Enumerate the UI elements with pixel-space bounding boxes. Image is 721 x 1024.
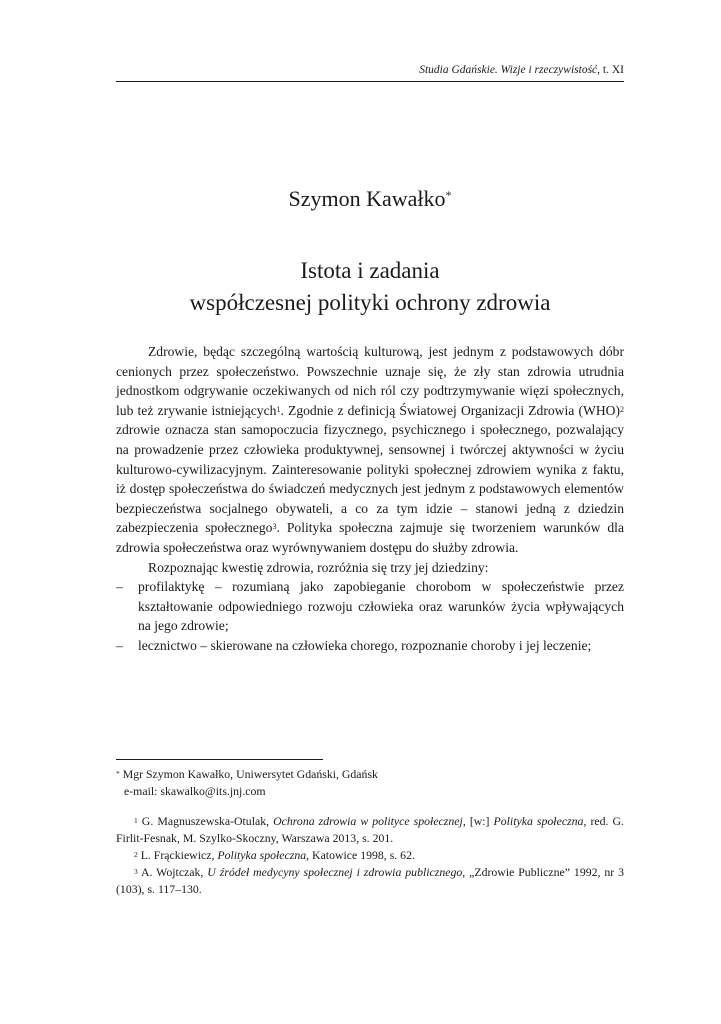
footnote-1-work-title: Ochrona zdrowia w polityce społecznej [273,814,463,828]
paragraph-1-text-b: . Zgodnie z definicją Światowej Organizacji Zdrowia (WHO) [280,402,620,418]
list-item [116,636,624,656]
author-affiliation: Mgr Szymon Kawałko, Uniwersytet Gdański, Gdańsk [119,767,378,781]
footnote-1-in: , [w:] [462,814,494,828]
list-item [116,577,624,636]
author-footnote-marker: * [116,769,120,778]
footnote-3-author: A. Wojtczak, [137,865,208,879]
journal-title: Studia Gdańskie. Wizje i rzeczywistość [419,64,598,76]
footnote-2-author: L. Frąckiewicz, [137,848,218,862]
footnote-1-author: G. Magnuszewska-Otulak, [137,814,274,828]
footnote-3 [116,864,624,898]
domains-list [116,577,624,655]
author-email[interactable]: e-mail: skawalko@its.jnj.com [124,784,266,798]
paragraph-1 [116,342,624,558]
footnote-number: 2 [134,850,138,859]
article-title [116,255,624,319]
footnote-ref-3[interactable]: 3 [272,522,277,532]
footnote-1 [116,813,624,847]
paragraph-1-text-a: Zdrowie, będąc szczególną wartością kulturową, jest jednym z podstawowych dóbr cenionych przez społeczeństwo. Powszechnie uznaje się, że zły stan zdrowia utrudnia jednostkom odgrywanie oczekiwanych od nich ról czy podtrzymywanie więzi społecznych, lub też zrywanie istniejących [116,344,624,418]
author-name: Szymon Kawałko [288,186,446,211]
paragraph-1-text-d: . Polityka społeczna zajmuje się tworzeniem warunków dla zdrowia społeczeństwa oraz wyrównywaniem dostępu do służby zdrowia. [116,520,624,555]
running-head [116,63,624,77]
author-footnote-marker[interactable]: * [445,188,452,202]
footnote-number: 3 [134,867,138,876]
footnote-rule [116,759,323,760]
footnote-1-details: , red. G. Firlit-Fesnak, M. Szylko-Skoczny, Warszawa 2013, s. 201. [116,814,625,845]
list-item-text: lecznictwo – skierowane na człowieka chorego, rozpoznanie choroby i jej leczenie; [138,637,592,653]
footnotes [116,766,624,898]
footnote-1-book-title: Polityka społeczna [493,814,584,828]
paragraph-2: Rozpoznając kwestię zdrowia, rozróżnia się trzy jej dziedziny: [148,559,489,575]
footnote-ref-2[interactable]: 2 [620,404,624,414]
footnote-2-work-title: Polityka społeczna [217,848,307,862]
footnote-3-details: , „Zdrowie Publiczne” 1992, nr 3 (103), s. 117–130. [116,865,625,896]
title-line-2: współczesnej polityki ochrony zdrowia [189,290,551,315]
footnote-number: 1 [134,816,138,825]
dash-bullet: – [116,637,123,653]
dash-bullet: – [116,579,123,595]
footnote-ref-1[interactable]: 1 [276,404,281,414]
paragraph-1-text-c: zdrowie oznacza stan samopoczucia fizycznego, psychicznego i społecznego, pozwalający na prowadzenie przez człowieka produktywnej, sensownej i twórczej aktywności w życiu kulturowo-cywilizacyjnym. Zainteresowanie polityki społecznej zdrowiem wynika z faktu, iż dostęp społeczeństwa do świadczeń medycznych jest jednym z podstawowych elementów bezpieczeństwa socjalnego obywateli, a co za tym idzie – stanowi jedną z dziedzin zabezpieczenia społecznego [116,422,624,536]
author-footnote [116,766,624,800]
article-body [116,342,624,656]
title-line-1: Istota i zadania [300,258,440,283]
header-rule [116,81,624,82]
list-item-text: profilaktykę – rozumianą jako zapobieganie chorobom w społeczeństwie przez kształtowanie odpowiedniego rozwoju człowieka oraz warunków życia wpływających na jego zdrowie; [138,579,624,634]
volume-number: , t. XI [597,64,624,76]
references [116,813,624,898]
footnote-2 [116,847,624,864]
footnote-3-work-title: U źródeł medycyny społecznej i zdrowia publicznego [207,865,463,879]
author-line [116,185,624,213]
footnote-2-details: , Katowice 1998, s. 62. [306,848,415,862]
